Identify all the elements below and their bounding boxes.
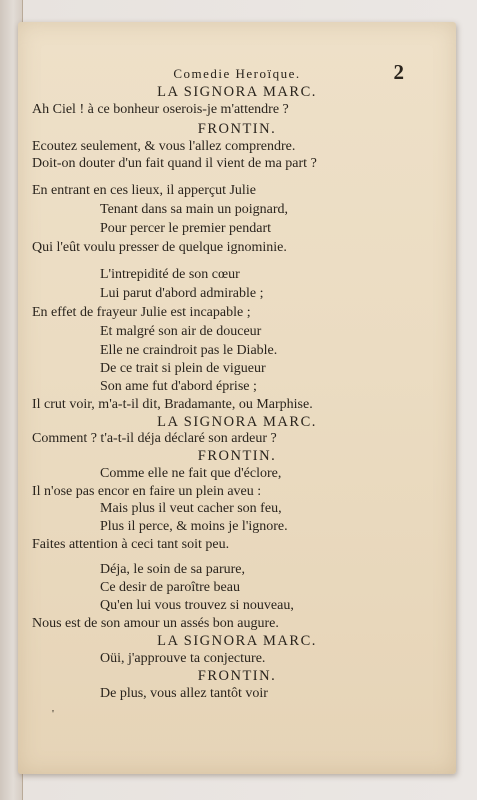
verse-line: Nous est de son amour un assés bon augure. (32, 616, 279, 631)
verse-line: Mais plus il veut cacher son feu, (100, 501, 282, 516)
page-number: 2 (393, 60, 404, 84)
verse-line: Comment ? t'a-t-il déja déclaré son ardeur ? (32, 431, 277, 446)
verse-line: Qui l'eût voulu presser de quelque ignominie. (32, 240, 287, 255)
verse-line: Faites attention à ceci tant soit peu. (32, 537, 230, 552)
verse-line: Il crut voir, m'a-t-il dit, Bradamante, ou Marphise. (32, 397, 313, 412)
verse-line: De ce trait si plein de vigueur (100, 361, 266, 376)
verse-line: De plus, vous allez tantôt voir (100, 686, 268, 701)
verse-line: Il n'ose pas encor en faire un plein aveu : (32, 484, 262, 499)
verse-line: Lui parut d'abord admirable ; (100, 286, 264, 301)
speaker-name: LA SIGNORA MARC. (157, 414, 317, 430)
speaker-name: FRONTIN. (197, 668, 277, 684)
verse-line: Et malgré son air de douceur (100, 324, 262, 339)
verse-line: Oüi, j'approuve ta conjecture. (100, 651, 266, 666)
running-head: Comedie Heroïque. (173, 66, 301, 81)
verse-line: Son ame fut d'abord éprise ; (100, 379, 257, 394)
speaker-name: LA SIGNORA MARC. (157, 633, 317, 649)
verse-line: Ecoutez seulement, & vous l'allez comprendre. (32, 139, 296, 154)
speaker-name: FRONTIN. (197, 448, 277, 464)
verse-line: Doit-on douter d'un fait quand il vient de ma part ? (32, 156, 317, 171)
verse-line: Plus il perce, & moins je l'ignore. (100, 519, 288, 534)
stray-ink-mark: ' (52, 708, 54, 720)
verse-line: Ce desir de paroître beau (100, 580, 240, 595)
verse-line: Tenant dans sa main un poignard, (100, 202, 288, 217)
book-page (18, 22, 456, 774)
verse-line: L'intrepidité de son cœur (100, 267, 240, 282)
verse-line: Elle ne craindroit pas le Diable. (100, 343, 278, 358)
speaker-name: FRONTIN. (197, 121, 277, 137)
verse-line: En effet de frayeur Julie est incapable ; (32, 305, 251, 320)
verse-line: Comme elle ne fait que d'éclore, (100, 466, 282, 481)
verse-line: Déja, le soin de sa parure, (100, 562, 245, 577)
verse-line: En entrant en ces lieux, il apperçut Julie (32, 183, 256, 198)
verse-line: Pour percer le premier pendart (100, 221, 272, 236)
speaker-name: LA SIGNORA MARC. (157, 84, 317, 100)
page-text (18, 22, 456, 774)
verse-line: Ah Ciel ! à ce bonheur oserois-je m'attendre ? (32, 102, 289, 117)
verse-line: Qu'en lui vous trouvez si nouveau, (100, 598, 294, 613)
